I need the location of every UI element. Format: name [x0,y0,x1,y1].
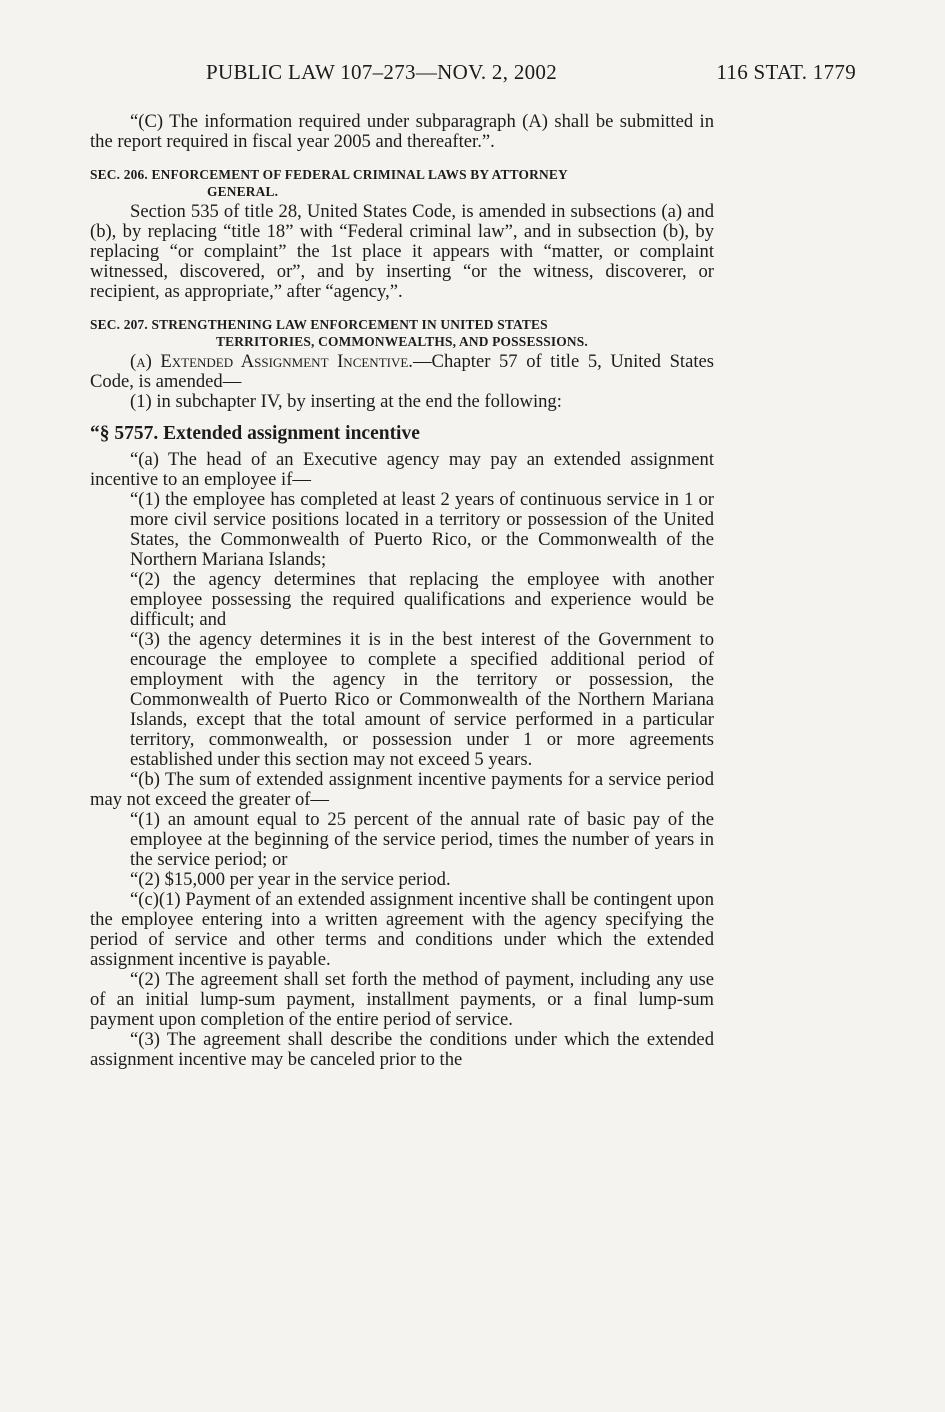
section-206-heading [90,166,714,200]
s5757-subsection-a: “(a) The head of an Executive agency may pay an extended assignment incentive to an employee if— [90,449,714,490]
section-207-paragraph-1: (1) in subchapter IV, by inserting at the end the following: [130,391,562,412]
s5757-b-paragraph-2: “(2) $15,000 per year in the service period. [130,869,451,890]
subsection-a-label: (a) Extended Assignment Incentive. [130,351,413,372]
running-title: PUBLIC LAW 107–273—NOV. 2, 2002 [206,60,558,84]
section-206-heading-line1: SEC. 206. ENFORCEMENT OF FEDERAL CRIMINAL LAWS BY ATTORNEY [90,167,568,182]
section-207-heading [90,316,714,350]
section-206-text: Section 535 of title 28, United States Code, is amended in subsections (a) and (b), by replacing “title 18” with “Federal criminal law”, and in subsection (b), by replacing “or complaint” the 1st place it appears with “matter, or complaint witnessed, discovered, or”, and by inserting “or the witness, discoverer, or recipient, as appropriate,” after “agency,”. [90,201,714,302]
document-body [90,112,714,1070]
section-207-subsection-a [90,352,714,392]
s5757-a-paragraph-1: “(1) the employee has completed at least 2 years of continuous service in 1 or more civil service positions located in a territory or possession of the United States, the Commonwealth of Puerto Rico, or the Commonwealth of the Northern Mariana Islands; [130,489,714,570]
s5757-a-paragraph-2: “(2) the agency determines that replacing the employee with another employee possessing the required qualifications and experience would be difficult; and [130,569,714,630]
paragraph-c-information: “(C) The information required under subparagraph (A) shall be submitted in the report required in fiscal year 2005 and thereafter.”. [90,111,714,152]
s5757-subsection-c2: “(2) The agreement shall set forth the method of payment, including any use of an initial lump-sum payment, installment payments, or a final lump-sum payment upon completion of the entire period of service. [90,969,714,1030]
s5757-subsection-b: “(b) The sum of extended assignment incentive payments for a service period may not exceed the greater of— [90,769,714,810]
subsection-a-text: —Chapter 57 of title 5, United States Code, is amended— [90,351,715,392]
section-207-heading-line2: TERRITORIES, COMMONWEALTHS, AND POSSESSIONS. [216,334,588,349]
section-5757-title: “§ 5757. Extended assignment incentive [90,423,420,444]
section-206-heading-line2: GENERAL. [207,184,279,199]
s5757-b-paragraph-1: “(1) an amount equal to 25 percent of the annual rate of basic pay of the employee at the beginning of the service period, times the number of years in the service period; or [130,809,714,870]
s5757-a-paragraph-3: “(3) the agency determines it is in the best interest of the Government to encourage the employee to complete a specified additional period of employment with the agency in the territory or possession, the Commonwealth of Puerto Rico or Commonwealth of the Northern Mariana Islands, except that the total amount of service performed in a particular territory, commonwealth, or possession under 1 or more agreements established under this section may not exceed 5 years. [130,629,714,770]
statute-page-reference: 116 STAT. 1779 [716,60,856,84]
s5757-subsection-c1: “(c)(1) Payment of an extended assignment incentive shall be contingent upon the employee entering into a written agreement with the agency specifying the period of service and other terms and conditions under which the extended assignment incentive is payable. [90,889,714,970]
s5757-subsection-c3: “(3) The agreement shall describe the conditions under which the extended assignment incentive may be canceled prior to the [90,1029,714,1070]
section-207-heading-line1: SEC. 207. STRENGTHENING LAW ENFORCEMENT IN UNITED STATES [90,317,548,332]
